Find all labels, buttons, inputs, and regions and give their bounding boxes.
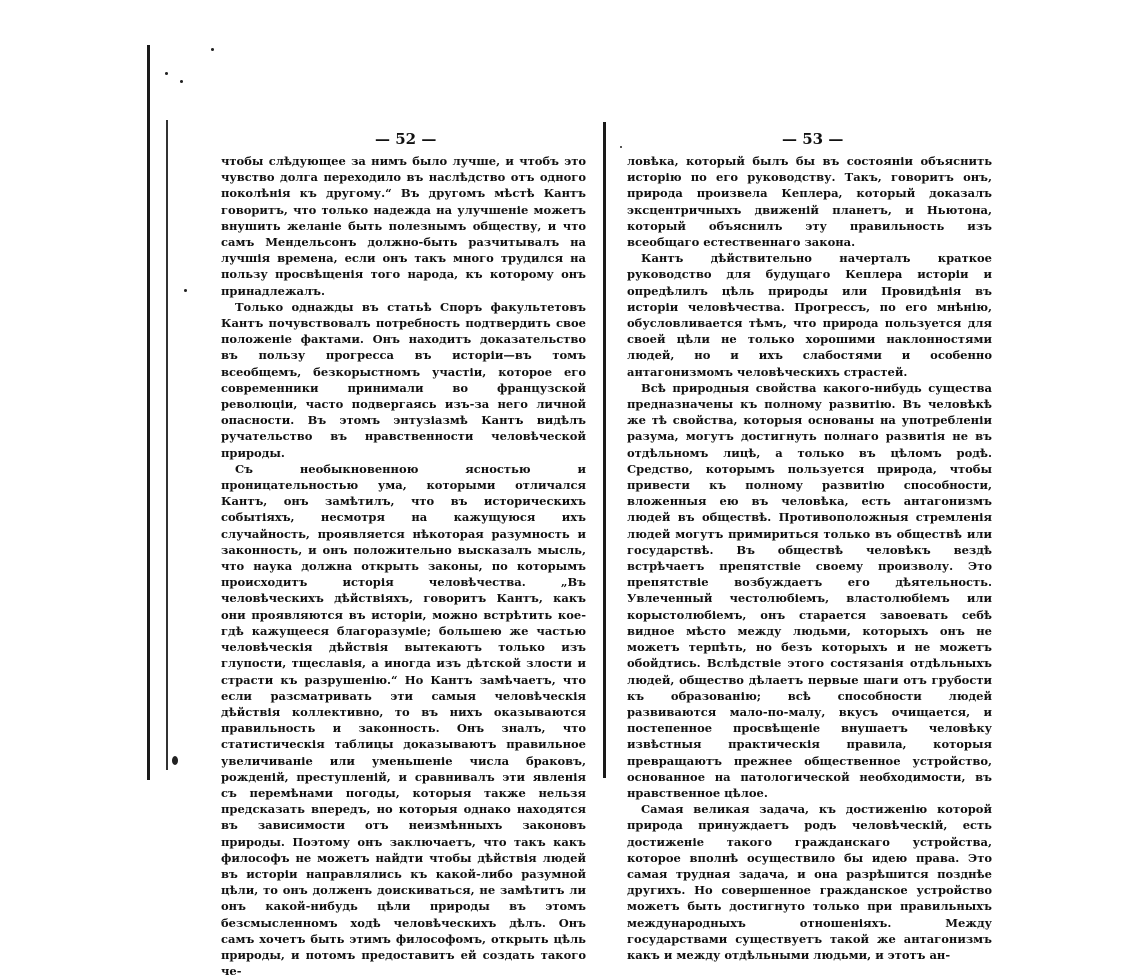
left-margin-rule-inner bbox=[166, 120, 168, 770]
left-page-text bbox=[221, 153, 586, 979]
scan-speck bbox=[211, 48, 214, 51]
left-margin-rule bbox=[147, 45, 150, 780]
scan-speck bbox=[165, 72, 168, 75]
right-page-text bbox=[627, 153, 992, 962]
left-page-number: — 52 — bbox=[375, 130, 437, 148]
scan-speck bbox=[172, 756, 178, 765]
scan-speck bbox=[620, 146, 622, 148]
paragraph: Только однажды въ статьѣ Споръ факультетовъ Кантъ почувствовалъ потребность подтвердить свое положеніе фактами. Онъ находитъ доказательство въ пользу прогресса въ исторіи—въ томъ всеобщемъ, безкорыстномъ участіи, которое его современники принимали во французской революціи, часто подвергаясь изъ-за него личной опасности. Въ этомъ энтузіазмѣ Кантъ видѣлъ ручательство въ нравственности человѣческой природы. bbox=[221, 299, 586, 460]
paragraph: Кантъ дѣйствительно начерталъ краткое руководство для будущаго Кеплера исторіи и опредѣлилъ цѣль природы или Провидѣнія въ исторіи человѣчества. Прогрессъ, по его мнѣнію, обусловливается тѣмъ, что природа пользуется для своей цѣли не только хорошими наклонностями людей, но и ихъ слабостями и особенно антагонизмомъ человѣческихъ страстей. bbox=[627, 251, 992, 379]
paragraph: Съ необыкновенною ясностью и проницательностью ума, которыми отличался Кантъ, онъ замѣтилъ, что въ историческихъ событіяхъ, несмотря на кажущуюся ихъ случайность, проявляется нѣкоторая разумность и законность, и онъ положительно высказалъ мысль, что наука должна открыть законы, по которымъ происходитъ исторія человѣчества. „Въ человѣческихъ дѣйствіяхъ, говоритъ Кантъ, какъ они проявляются въ исторіи, можно встрѣтить кое-гдѣ кажущееся благоразуміе; большею же частью человѣческія дѣйствія вытекаютъ только изъ глупости, тщеславія, а иногда изъ дѣтской злости и страсти къ разрушенію.“ Но Кантъ замѣчаетъ, что если разсматривать эти самыя человѣческія дѣйствія коллективно, то въ нихъ оказываются правильность и законность. Онъ зналъ, что статистическія таблицы доказываютъ правильное увеличиваніе или уменьшеніе числа браковъ, рожденій, преступленій, и сравнивалъ эти явленія съ перемѣнами погоды, которыя также нельзя предсказать впередъ, но которыя однако находятся въ зависимости отъ неизмѣнныхъ законовъ природы. Поэтому онъ заключаетъ, что такъ какъ философъ не можетъ найдти чтобы дѣйствія людей въ исторіи направлялись къ какой-либо разумной цѣли, то онъ долженъ доискиваться, не замѣтитъ ли онъ какой-нибудь цѣли природы въ этомъ безсмысленномъ ходѣ человѣческихъ дѣлъ. Онъ самъ хочетъ быть этимъ философомъ, открыть цѣль природы, и потомъ предоставитъ ей создать такого че- bbox=[221, 461, 586, 979]
right-page-number: — 53 — bbox=[782, 130, 844, 148]
scan-speck bbox=[180, 80, 183, 83]
paragraph: Всѣ природныя свойства какого-нибудь существа предназначены къ полному развитію. Въ человѣкѣ же тѣ свойства, которыя основаны на употребленіи разума, могутъ достигнуть полнаго развитія не въ отдѣльномъ лицѣ, а только въ цѣломъ родѣ. Средство, которымъ пользуется природа, чтобы привести къ полному развитію способности, вложенныя ею въ человѣка, есть антагонизмъ людей въ обществѣ. Противоположныя стремленія людей могутъ примириться только въ обществѣ или государствѣ. Въ обществѣ человѣкъ вездѣ встрѣчаетъ препятствіе своему произволу. Это препятствіе возбуждаетъ его дѣятельность. Увлеченный честолюбіемъ, властолюбіемъ или корыстолюбіемъ, онъ старается завоевать себѣ видное мѣсто между людьми, которыхъ онъ не можетъ терпѣть, но безъ которыхъ и не можетъ обойдтись. Вслѣдствіе этого состязанія отдѣльныхъ людей, общество дѣлаетъ первые шаги отъ грубости къ образованію; всѣ способности людей развиваются мало-по-малу, вкусъ очищается, и постепенное просвѣщеніе внушаетъ человѣку извѣстныя практическія правила, которыя превращаютъ прежнее общественное устройство, основанное на патологической необходимости, въ нравственное цѣлое. bbox=[627, 380, 992, 800]
paragraph: Самая великая задача, къ достиженію которой природа принуждаетъ родъ человѣческій, есть достиженіе такого гражданскаго устройства, которое вполнѣ осуществило бы идею права. Это самая трудная задача, и она разрѣшится позднѣе другихъ. Но совершенное гражданское устройство можетъ быть достигнуто только при правильныхъ международныхъ отношеніяхъ. Между государствами существуетъ такой же антагонизмъ какъ и между отдѣльными людьми, и этотъ ан- bbox=[627, 802, 992, 962]
paragraph: ловѣка, который былъ бы въ состояніи объяснить исторію по его руководству. Такъ, говоритъ онъ, природа произвела Кеплера, который доказалъ эксцентричныхъ движеній планетъ, и Ньютона, который объяснилъ эту правильность изъ всеобщаго естественнаго закона. bbox=[627, 154, 992, 250]
scan-speck bbox=[184, 289, 187, 292]
paragraph: чтобы слѣдующее за нимъ было лучше, и чтобъ это чувство долга переходило въ наслѣдство отъ одного поколѣнія къ другому.“ Въ другомъ мѣстѣ Кантъ говоритъ, что только надежда на улучшеніе можетъ внушить желаніе быть полезнымъ обществу, и что самъ Мендельсонъ должно-быть разчитывалъ на лучшія времена, если онъ такъ много трудился на пользу просвѣщенія того народа, къ которому онъ принадлежалъ. bbox=[221, 154, 586, 298]
center-gutter-rule bbox=[603, 122, 606, 778]
